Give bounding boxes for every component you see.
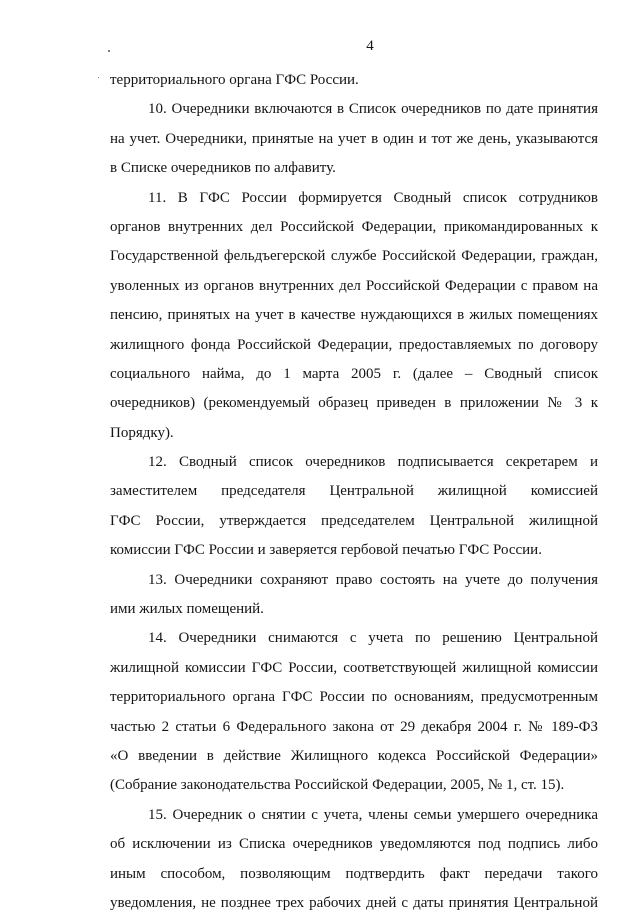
paragraph-line: частью 2 статьи 6 Федерального закона от 29 декабря 2004 г. № 189-ФЗ — [110, 718, 598, 735]
document-body — [110, 66, 598, 918]
paragraph-line: комиссии ГФС России и заверяется гербовой печатью ГФС России. — [110, 542, 542, 559]
paragraph-line: ими жилых помещений. — [110, 601, 264, 618]
paragraph-line: 13. Очередники сохраняют право состоять на учете до получения — [148, 571, 598, 588]
paragraph-line: 11. В ГФС России формируется Сводный список сотрудников — [148, 189, 598, 206]
paragraph-line: заместителем председателя Центральной жилищной комиссией — [110, 483, 598, 500]
scan-speck — [108, 50, 110, 52]
paragraph-line: пенсию, принятых на учет в качестве нуждающихся в жилых помещениях — [110, 307, 598, 324]
paragraph-line: территориального органа ГФС России. — [110, 72, 359, 88]
paragraph-line: в Списке очередников по алфавиту. — [110, 160, 336, 177]
paragraph-line: Порядку). — [110, 424, 174, 441]
paragraph-line: 15. Очередник о снятии с учета, члены семьи умершего очередника — [148, 806, 598, 823]
paragraph-line: жилищного фонда Российской Федерации, предоставляемых по договору — [110, 336, 598, 353]
paragraph-line: об исключении из Списка очередников уведомляются под подпись либо — [110, 836, 598, 853]
scan-speck — [98, 77, 99, 78]
paragraph-line: территориального органа ГФС России по основаниям, предусмотренным — [110, 689, 598, 706]
paragraph-line: уволенных из органов внутренних дел Российской Федерации с правом на — [110, 277, 598, 294]
paragraph-line: на учет. Очередники, принятые на учет в один и тот же день, указываются — [110, 130, 598, 147]
paragraph-line: «О введении в действие Жилищного кодекса Российской Федерации» — [110, 747, 598, 764]
paragraph-line: органов внутренних дел Российской Федерации, прикомандированных к — [110, 218, 598, 235]
paragraph-line: (Собрание законодательства Российской Федерации, 2005, № 1, ст. 15). — [110, 777, 565, 794]
paragraph-line: 14. Очередники снимаются с учета по решению Центральной — [148, 630, 598, 647]
paragraph-line: Государственной фельдъегерской службе Российской Федерации, граждан, — [110, 248, 598, 265]
paragraph-line: жилищной комиссии ГФС России, соответствующей жилищной комиссии — [110, 659, 598, 676]
paragraph-line: 12. Сводный список очередников подписывается секретарем и — [148, 454, 598, 471]
paragraph-line: очередников) (рекомендуемый образец приведен в приложении № 3 к — [110, 395, 598, 412]
paragraph-line: социального найма, до 1 марта 2005 г. (далее – Сводный список — [110, 365, 598, 382]
page-number: 4 — [366, 38, 374, 54]
paragraph-line: ГФС России, утверждается председателем Центральной жилищной — [110, 512, 598, 529]
paragraph-line: уведомления, не позднее трех рабочих дней с даты принятия Центральной — [110, 894, 598, 911]
paragraph-line: 10. Очередники включаются в Список очередников по дате принятия — [148, 101, 598, 118]
paragraph-line: иным способом, позволяющим подтвердить факт передачи такого — [110, 865, 598, 882]
